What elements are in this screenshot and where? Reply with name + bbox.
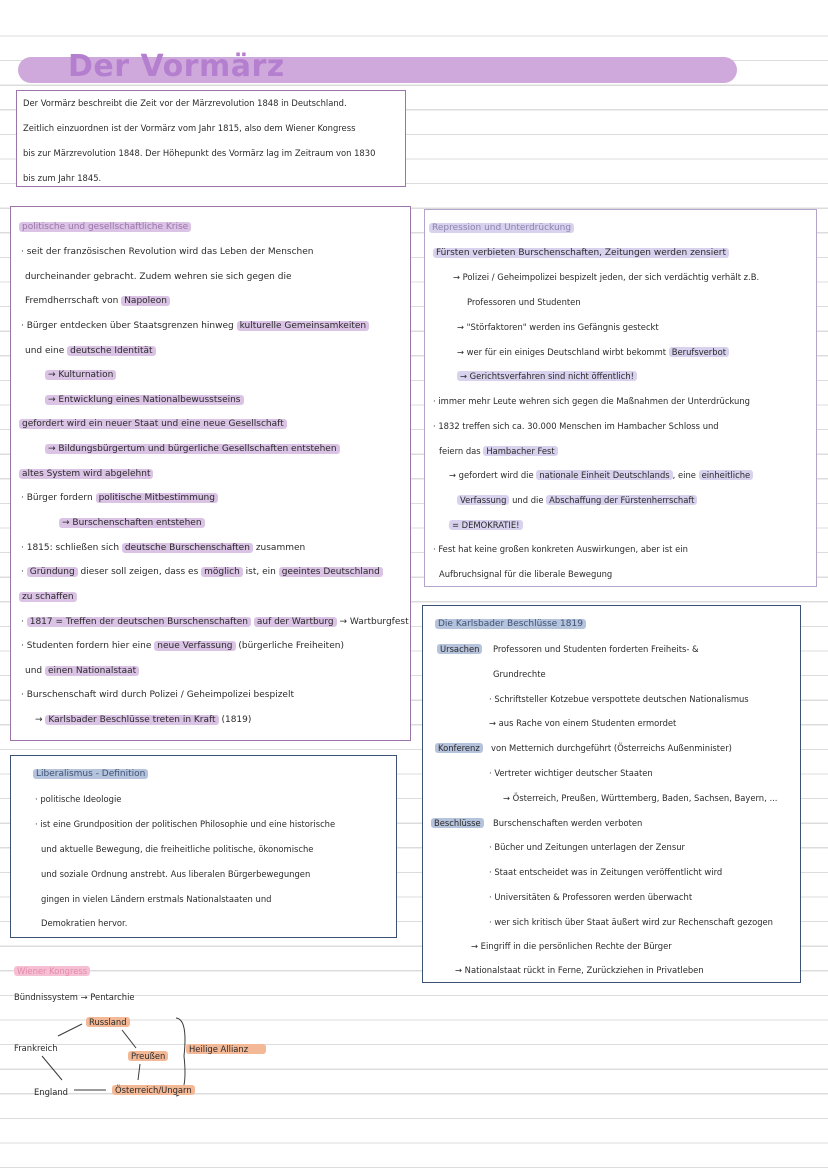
intro-line: bis zum Jahr 1845. (23, 173, 102, 183)
krise-line: → Kulturnation (45, 369, 116, 381)
repression-line: → wer für ein einiges Deutschland wirbt bekommt Berufsverbot (457, 346, 729, 358)
wiener-heading: Wiener Kongress (14, 965, 90, 977)
liberalismus-line: · ist eine Grundposition der politischen Philosophie und eine historische (35, 819, 336, 829)
liberalismus-line: Demokratien hervor. (41, 918, 128, 928)
krise-line: → Burschenschaften entstehen (59, 517, 205, 529)
repression-line: Verfassung und die Abschaffung der Fürstenherrschaft (457, 494, 697, 506)
repression-line: · Fest hat keine großen konkreten Auswirkungen, aber ist ein (433, 544, 688, 554)
karlsbad-line: → aus Rache von einem Studenten ermordet (489, 718, 677, 728)
repression-line: feiern das Hambacher Fest (439, 445, 558, 457)
repression-line: → Gerichtsverfahren sind nicht öffentlich! (457, 370, 637, 382)
krise-line: altes System wird abgelehnt (19, 468, 153, 480)
karlsbad-line: Burschenschaften werden verboten (493, 818, 643, 828)
repression-line: → Polizei / Geheimpolizei bespizelt jeden, der sich verdächtig verhält z.B. (453, 272, 760, 282)
repression-line: → "Störfaktoren" werden ins Gefängnis gesteckt (457, 322, 659, 332)
karlsbad-line: · wer sich kritisch über Staat äußert wird zur Rechenschaft gezogen (489, 917, 773, 927)
repression-line: = DEMOKRATIE! (449, 519, 523, 531)
wiener-system: Bündnissystem → Pentarchie (14, 992, 135, 1002)
karlsbad-line: Professoren und Studenten forderten Freiheits- & (493, 644, 699, 654)
karlsbad-line: · Schriftsteller Kotzebue verspottete deutschen Nationalismus (489, 694, 749, 704)
krise-line: · seit der französischen Revolution wird das Leben der Menschen (21, 247, 314, 257)
krise-line: · 1817 = Treffen der deutschen Burschenschaften auf der Wartburg → Wartburgfest (21, 617, 409, 627)
krise-line: · Bürger entdecken über Staatsgrenzen hinweg kulturelle Gemeinsamkeiten (21, 320, 369, 332)
krise-line: gefordert wird ein neuer Staat und eine neue Gesellschaft (19, 418, 287, 430)
krise-line: Fremdherrschaft von Napoleon (25, 295, 170, 307)
karlsbad-label-beschluesse: Beschlüsse (431, 817, 484, 829)
krise-heading: politische und gesellschaftliche Krise (19, 221, 191, 233)
repression-line: Professoren und Studenten (467, 297, 581, 307)
liberalismus-line: und aktuelle Bewegung, die freiheitliche politische, ökonomische (41, 844, 314, 854)
liberalismus-line: gingen in vielen Ländern erstmals Nationalstaaten und (41, 894, 272, 904)
node-frankreich: Frankreich (14, 1043, 58, 1053)
node-russland: Russland (86, 1016, 130, 1028)
krise-line: · 1815: schließen sich deutsche Burschenschaften zusammen (21, 543, 306, 553)
karlsbad-line: → Nationalstaat rückt in Ferne, Zurückziehen in Privatleben (455, 965, 704, 975)
karlsbad-line: · Staat entscheidet was in Zeitungen veröffentlicht wird (489, 867, 723, 877)
repression-line: Aufbruchsignal für die liberale Bewegung (439, 569, 613, 579)
krise-line: durcheinander gebracht. Zudem wehren sie sich gegen die (25, 272, 292, 282)
krise-line: · Gründung dieser soll zeigen, dass es möglich ist, ein geeintes Deutschland (21, 566, 383, 578)
repression-heading: Repression und Unterdrückung (429, 222, 574, 234)
repression-line: · immer mehr Leute wehren sich gegen die Maßnahmen der Unterdrückung (433, 396, 750, 406)
karlsbad-line: von Metternich durchgeführt (Österreichs Außenminister) (491, 743, 732, 753)
krise-line: und eine deutsche Identität (25, 345, 156, 357)
karlsbad-heading: Die Karlsbader Beschlüsse 1819 (435, 618, 586, 630)
krise-line: · Burschenschaft wird durch Polizei / Geheimpolizei bespizelt (21, 690, 294, 700)
krise-line: → Entwicklung eines Nationalbewusstseins (45, 394, 244, 406)
repression-line: → gefordert wird die nationale Einheit Deutschlands , eine einheitliche (449, 469, 753, 481)
krise-line: · Bürger fordern politische Mitbestimmung (21, 492, 218, 504)
liberalismus-line: · politische Ideologie (35, 794, 122, 804)
karlsbad-line: → Österreich, Preußen, Württemberg, Baden, Sachsen, Bayern, ... (503, 793, 778, 803)
repression-line: · 1832 treffen sich ca. 30.000 Menschen im Hambacher Schloss und (433, 421, 719, 431)
page-title: Der Vormärz (68, 49, 285, 84)
intro-line: Der Vormärz beschreibt die Zeit vor der Märzrevolution 1848 in Deutschland. (23, 98, 347, 108)
krise-line: → Karlsbader Beschlüsse treten in Kraft (1819) (35, 715, 252, 725)
karlsbad-line: Grundrechte (493, 669, 546, 679)
karlsbad-line: · Bücher und Zeitungen unterlagen der Zensur (489, 842, 685, 852)
krise-line: und einen Nationalstaat (25, 665, 139, 677)
heilige-allianz: Heilige Allianz (186, 1043, 266, 1055)
krise-line: zu schaffen (19, 591, 77, 603)
liberalismus-heading: Liberalismus - Definition (33, 768, 148, 780)
karlsbad-line: · Vertreter wichtiger deutscher Staaten (489, 768, 653, 778)
node-england: England (34, 1087, 68, 1097)
liberalismus-line: und soziale Ordnung anstrebt. Aus liberalen Bürgerbewegungen (41, 869, 311, 879)
karlsbad-label-ursachen: Ursachen (437, 643, 482, 655)
node-preussen: Preußen (128, 1050, 168, 1062)
intro-line: Zeitlich einzuordnen ist der Vormärz vom Jahr 1815, also dem Wiener Kongress (23, 123, 356, 133)
karlsbad-line: · Universitäten & Professoren werden überwacht (489, 892, 693, 902)
karlsbad-label-konferenz: Konferenz (435, 742, 483, 754)
krise-line: → Bildungsbürgertum und bürgerliche Gesellschaften entstehen (45, 443, 340, 455)
repression-line: Fürsten verbieten Burschenschaften, Zeitungen werden zensiert (433, 247, 729, 259)
intro-line: bis zur Märzrevolution 1848. Der Höhepunkt des Vormärz lag im Zeitraum von 1830 (23, 148, 376, 158)
karlsbad-line: → Eingriff in die persönlichen Rechte der Bürger (471, 941, 672, 951)
node-oesterreich: Österreich/Ungarn (112, 1084, 195, 1096)
krise-line: · Studenten fordern hier eine neue Verfassung (bürgerliche Freiheiten) (21, 641, 344, 651)
